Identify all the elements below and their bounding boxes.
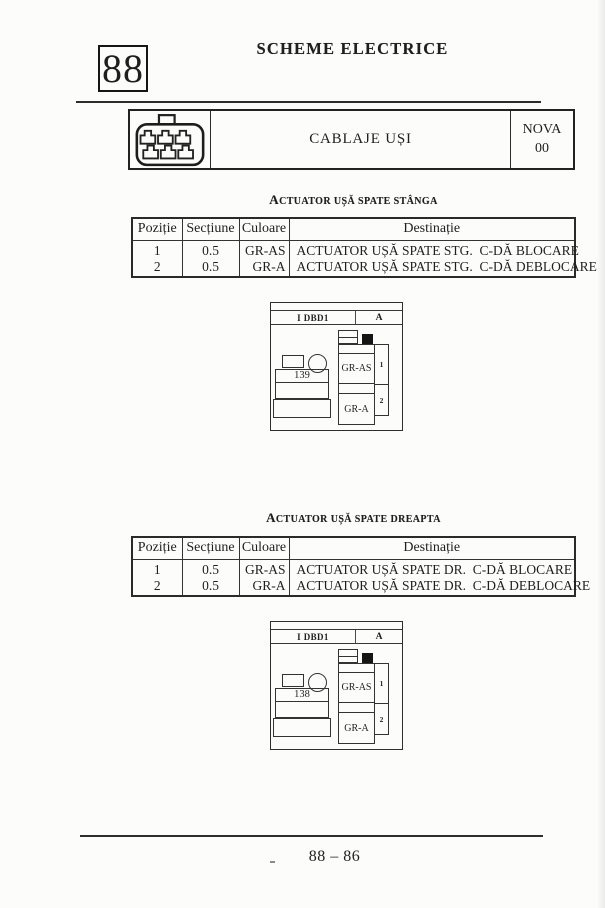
col-header-sectiune: Secțiune [182, 218, 239, 240]
wire-table-left-rear [131, 217, 597, 278]
col-header-culoare: Culoare [239, 218, 289, 240]
col-header-pozitie: Poziție [132, 218, 182, 240]
model-name: NOVA [522, 122, 562, 138]
col-header-pozitie: Poziție [132, 537, 182, 559]
cell-destinatie: ACTUATOR UȘĂ SPATE STG. C-DĂ BLOCARE [289, 240, 575, 259]
col-header-sectiune: Secțiune [182, 537, 239, 559]
pin-column [374, 663, 389, 735]
table-row [132, 559, 575, 578]
cell-destinatie: ACTUATOR UȘĂ SPATE DR. C-DĂ DEBLOCARE [289, 578, 575, 596]
table-row [132, 240, 575, 259]
col-header-culoare: Culoare [239, 537, 289, 559]
connector-tab [338, 649, 358, 663]
connector-tab-line [339, 337, 357, 338]
pin-number: 2 [379, 714, 384, 724]
col-header-destinatie: Destinație [289, 537, 575, 559]
cell-culoare: GR-A [239, 259, 289, 277]
cell-pozitie: 2 [132, 578, 182, 596]
header-rule [76, 101, 541, 103]
diagram-connector-ref: A [375, 631, 383, 642]
pin-number: 2 [379, 395, 384, 405]
component-number: 138 [275, 688, 329, 702]
pin-number: 1 [375, 664, 388, 704]
footer-rule [80, 835, 543, 837]
component-number: 139 [275, 369, 329, 383]
diagram-top-strip [271, 622, 402, 630]
cell-culoare: GR-A [239, 578, 289, 596]
cell-destinatie: ACTUATOR UȘĂ SPATE DR. C-DĂ BLOCARE [289, 559, 575, 578]
cell-sectiune: 0.5 [182, 559, 239, 578]
diagram-connector-label: I DBD1 [271, 630, 356, 643]
chapter-number: 88 [102, 45, 144, 91]
section-title-left-rear: ACTUATOR UȘĂ SPATE STÂNGA [269, 192, 438, 207]
table-header-row [132, 537, 575, 559]
pin-number: 1 [375, 345, 388, 385]
model-year: 00 [535, 140, 549, 156]
table-row [132, 259, 575, 277]
page-title: SCHEME ELECTRICE [256, 39, 449, 58]
component-body [275, 382, 329, 399]
model-cell [511, 111, 573, 168]
table-header-row [132, 218, 575, 240]
connector-tab-line [339, 656, 357, 657]
table-row [132, 578, 575, 596]
page-number: 88 – 86 [308, 848, 361, 865]
cell-culoare: GR-AS [239, 240, 289, 259]
pin-column [374, 344, 389, 416]
header-bar [128, 109, 575, 170]
connector-icon-cell [130, 111, 210, 168]
connector-tab [338, 330, 358, 344]
cell-sectiune: 0.5 [182, 240, 239, 259]
component-body [275, 701, 329, 718]
connector-lock-square [362, 334, 373, 344]
diagram-connector-label: I DBD1 [271, 311, 356, 324]
connector-diagram-right-rear [270, 621, 403, 750]
component-base [273, 399, 331, 418]
cell-culoare: GR-AS [239, 559, 289, 578]
cell-sectiune: 0.5 [182, 578, 239, 596]
cell-sectiune: 0.5 [182, 259, 239, 277]
connector-lock-square [362, 653, 373, 663]
diagram-header [271, 311, 402, 325]
wire-label: GR-AS [338, 353, 375, 384]
cell-pozitie: 1 [132, 559, 182, 578]
harness-title: CABLAJE UȘI [210, 111, 511, 168]
component-base [273, 718, 331, 737]
connector-diagram-left-rear [270, 302, 403, 431]
wire-label: GR-AS [338, 672, 375, 703]
diagram-connector-ref: A [375, 312, 383, 323]
cell-destinatie: ACTUATOR UȘĂ SPATE STG. C-DĂ DEBLOCARE [289, 259, 575, 277]
door-connector-icon [135, 113, 205, 167]
wire-label: GR-A [338, 393, 375, 425]
component-small-rect [282, 674, 304, 687]
col-header-destinatie: Destinație [289, 218, 575, 240]
cell-pozitie: 1 [132, 240, 182, 259]
cell-pozitie: 2 [132, 259, 182, 277]
scan-edge-shade [597, 0, 605, 908]
diagram-header [271, 630, 402, 644]
section-title-right-rear: ACTUATOR UȘĂ SPATE DREAPTA [266, 510, 441, 525]
diagram-top-strip [271, 303, 402, 311]
component-small-rect [282, 355, 304, 368]
wire-table-right-rear [131, 536, 591, 597]
wire-label: GR-A [338, 712, 375, 744]
